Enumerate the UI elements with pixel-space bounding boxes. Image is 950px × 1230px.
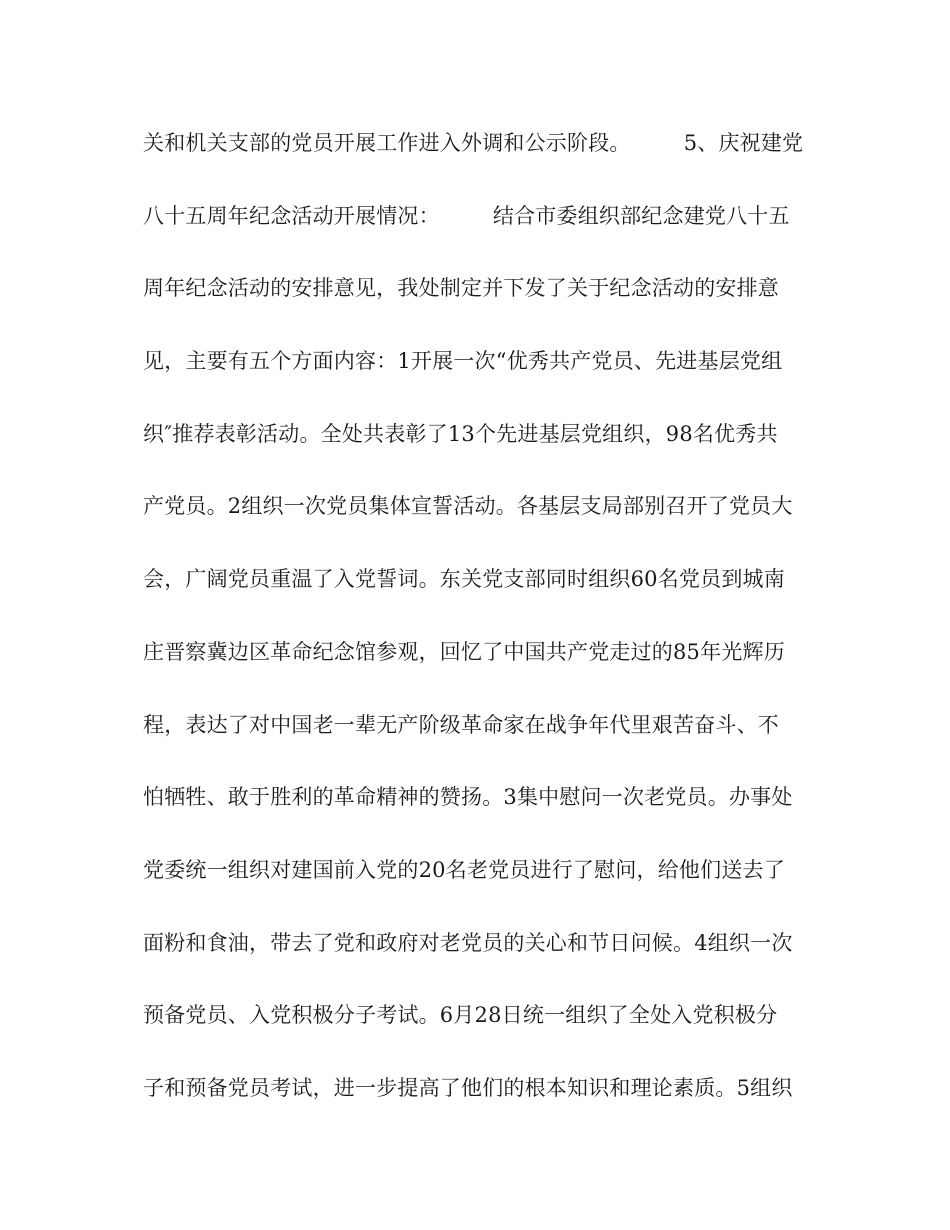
text-line: 面粉和食油，带去了党和政府对老党员的关心和节日问候。4组织一次 [143, 931, 793, 955]
text-line: 怕牺牲、敢于胜利的革命精神的赞扬。3集中慰问一次老党员。办事处 [143, 785, 793, 809]
text-line: 程，表达了对中国老一辈无产阶级革命家在战争年代里艰苦奋斗、不 [143, 713, 779, 737]
text-line: 子和预备党员考试，进一步提高了他们的根本知识和理论素质。5组织 [143, 1076, 793, 1100]
text-line: 关和机关支部的党员开展工作进入外调和公示阶段。 5、庆祝建党 [143, 131, 804, 155]
text-line: 会，广阔党员重温了入党誓词。东关党支部同时组织60名党员到城南 [143, 567, 785, 591]
text-line: 产党员。2组织一次党员集体宣誓活动。各基层支局部别召开了党员大 [143, 494, 793, 518]
text-line: 八十五周年纪念活动开展情况： 结合市委组织部纪念建党八十五 [143, 204, 790, 228]
text-line: 周年纪念活动的安排意见，我处制定并下发了关于纪念活动的安排意 [143, 276, 779, 300]
text-line: 庄晋察冀边区革命纪念馆参观，回忆了中国共产党走过的85年光辉历 [143, 640, 785, 664]
text-line: 织″推荐表彰活动。全处共表彰了13个先进基层党组织，98名优秀共 [143, 422, 778, 446]
text-line: 见，主要有五个方面内容：1开展一次“优秀共产党员、先进基层党组 [143, 349, 783, 373]
text-line: 党委统一组织对建国前入党的20名老党员进行了慰问，给他们送去了 [143, 858, 785, 882]
text-line: 预备党员、入党积极分子考试。6月28日统一组织了全处入党积极分 [143, 1003, 778, 1027]
